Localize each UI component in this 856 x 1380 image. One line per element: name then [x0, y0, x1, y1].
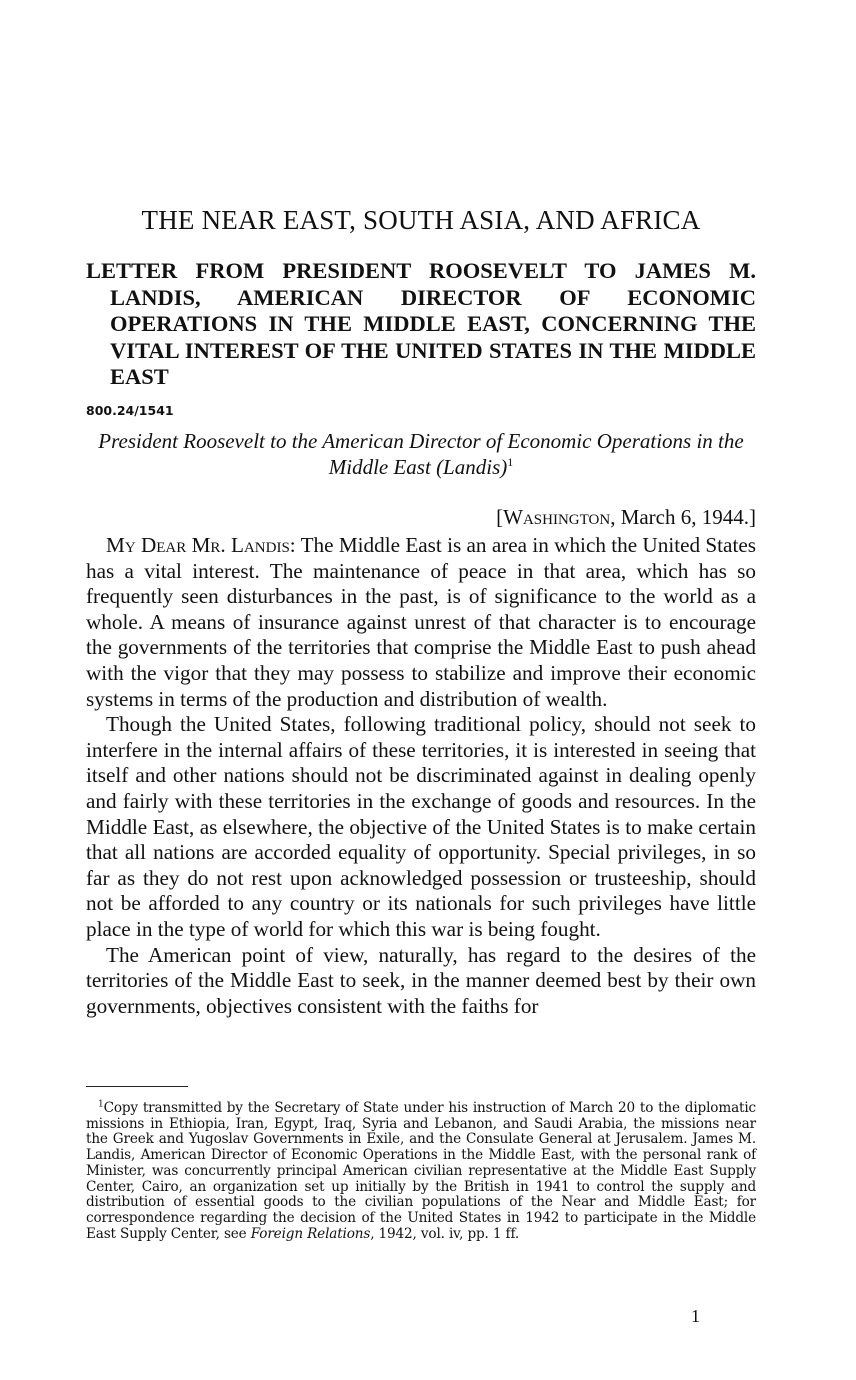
- dateline-place: Washington: [503, 505, 611, 529]
- dateline: [86, 505, 756, 530]
- paragraph-text: The Middle East is an area in which the United States has a vital interest. The maintenance of peace in that area, which has so frequently seen disturbances in the past, is of significance to the world as a whole. A means of insurance against unrest of that character is to encourage the governments of the territories that comprise the Middle East to push ahead with the vigor that they may possess to stabilize and improve their economic systems in terms of the production and distribution of wealth.: [86, 533, 756, 711]
- file-number: 800.24/1541: [86, 403, 174, 418]
- footnote-marker: 1: [98, 1099, 104, 1110]
- dateline-open-bracket: [: [496, 505, 504, 529]
- letter-body: [86, 533, 756, 1019]
- footnote-citation-rest: , 1942, vol. iv, pp. 1 ff.: [370, 1225, 520, 1242]
- paragraph: [86, 533, 756, 712]
- document-title: LETTER FROM PRESIDENT ROOSEVELT TO JAMES M. LANDIS, AMERICAN DIRECTOR OF ECONOMIC OPERATIONS IN THE MIDDLE EAST, CONCERNING THE VITAL INTEREST OF THE UNITED STATES IN THE MIDDLE EAST: [86, 258, 756, 389]
- document-heading: [86, 428, 756, 480]
- footnote: [86, 1101, 756, 1242]
- page-number: 1: [691, 1306, 700, 1326]
- footnote-divider: [86, 1086, 188, 1087]
- footnote-reference: 1: [507, 455, 514, 469]
- dateline-date: , March 6, 1944.]: [610, 505, 756, 529]
- paragraph: Though the United States, following traditional policy, should not seek to interfere in the internal affairs of these territories, it is interested in seeing that itself and other nations should not be discriminated against in dealing openly and fairly with these territories in the exchange of goods and resources. In the Middle East, as elsewhere, the objective of the United States is to make certain that all nations are accorded equality of opportunity. Special privileges, in so far as they do not rest upon acknowledged possession or trusteeship, should not be afforded to any country or its nationals for such privileges have little place in the type of world for which this war is being fought.: [86, 712, 756, 941]
- paragraph: The American point of view, naturally, has regard to the desires of the territories of the Middle East to seek, in the manner deemed best by their own governments, objectives consistent with the faiths for: [86, 942, 756, 1018]
- salutation: My Dear Mr. Landis:: [106, 533, 296, 557]
- footnote-text: Copy transmitted by the Secretary of State under his instruction of March 20 to the diplomatic missions in Ethiopia, Iran, Egypt, Iraq, Syria and Lebanon, and Saudi Arabia, the missions near the Greek and Yugoslav Governments in Exile, and the Consulate General at Jerusalem. James M. Landis, American Director of Economic Operations in the Middle East, with the personal rank of Minister, was concurrently principal American civilian representative at the Middle East Supply Center, Cairo, an organization set up initially by the British in 1941 to control the supply and distribution of essential goods to the civilian populations of the Near and Middle East; for correspondence regarding the decision of the United States in 1942 to participate in the Middle East Supply Center, see: [86, 1100, 756, 1242]
- section-title: THE NEAR EAST, SOUTH ASIA, AND AFRICA: [141, 205, 701, 235]
- document-heading-text: President Roosevelt to the American Director of Economic Operations in the Middle East (Landis): [98, 429, 744, 479]
- footnote-citation-title: Foreign Relations: [250, 1225, 371, 1242]
